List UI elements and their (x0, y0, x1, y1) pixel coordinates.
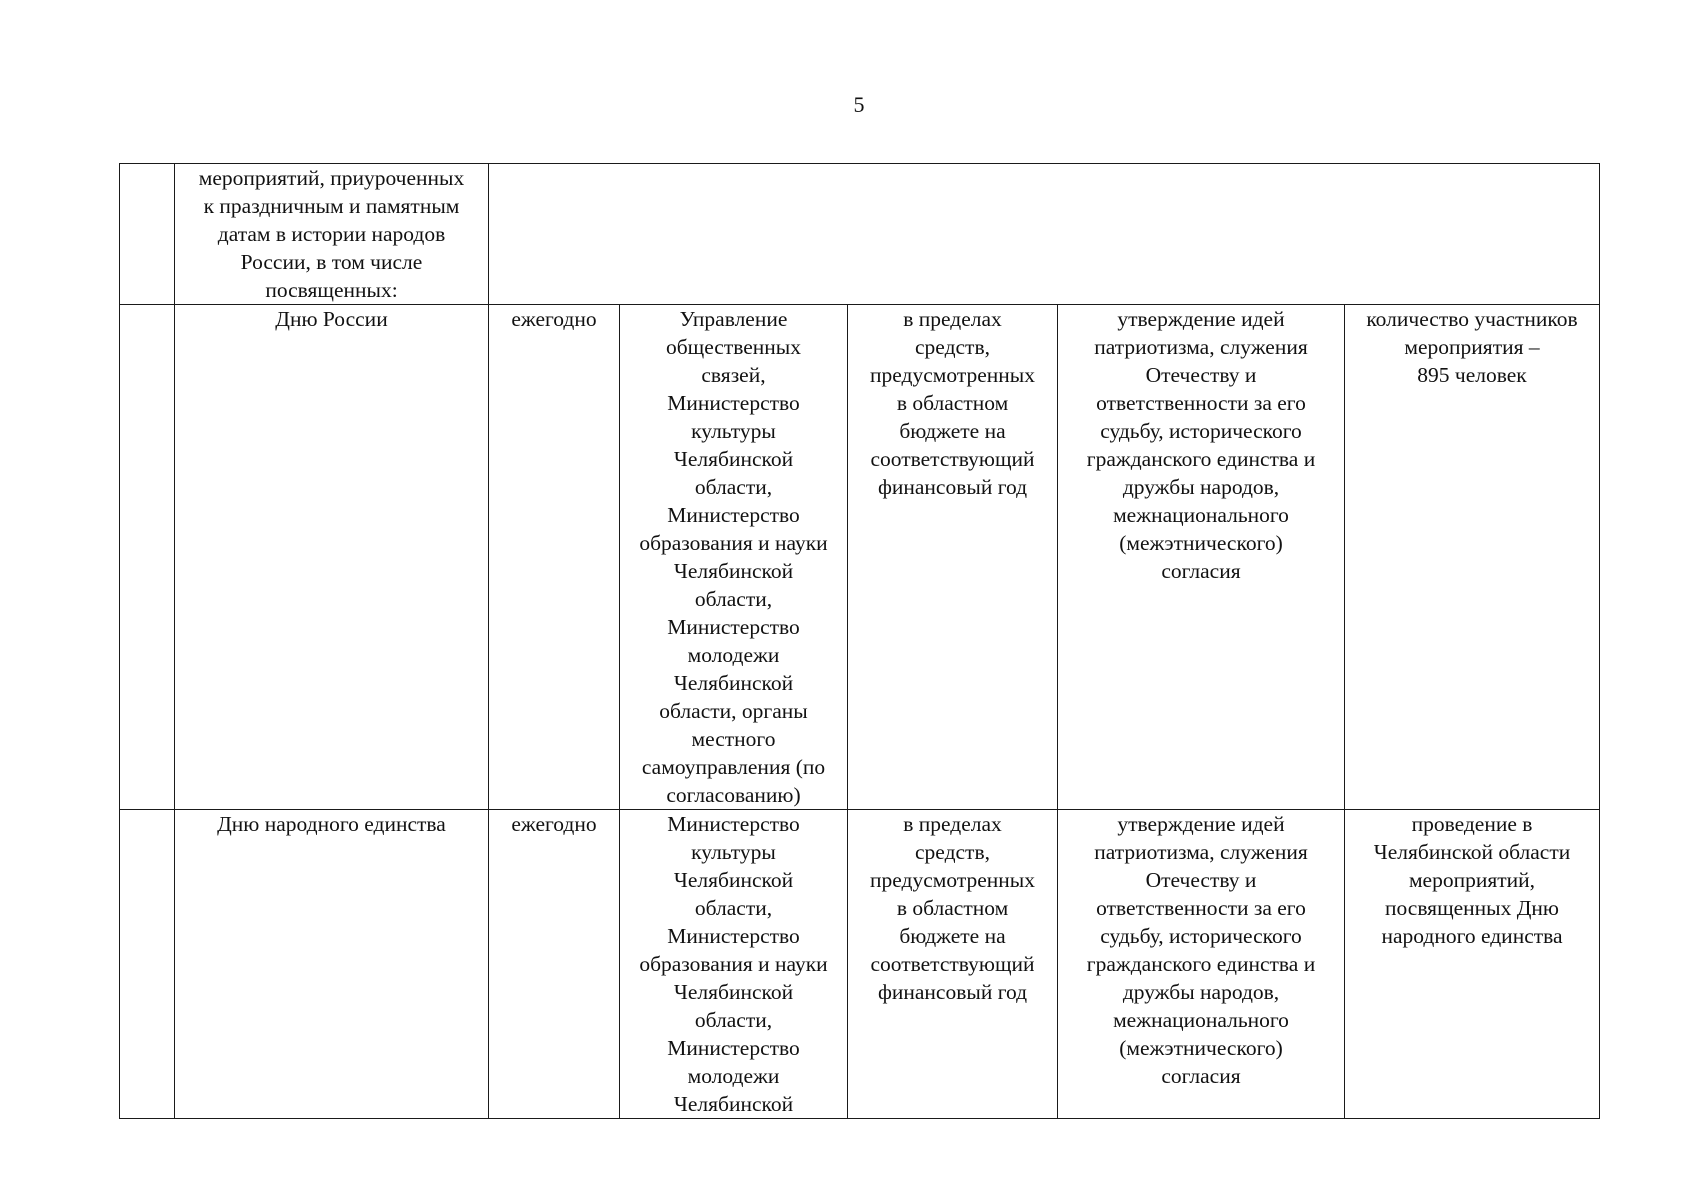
intro-empty-cell (489, 164, 1600, 305)
funding-cell: в пределах средств, предусмотренных в областном бюджете на соответствующий финансовый год (848, 810, 1058, 1119)
period-cell: ежегодно (489, 305, 620, 810)
table-row (120, 164, 1600, 305)
row-number-cell (120, 164, 175, 305)
goal-cell: утверждение идей патриотизма, служения Отечеству и ответственности за его судьбу, исторического гражданского единства и дружбы народов, межнационального (межэтнического) согласия (1058, 305, 1345, 810)
goal-cell: утверждение идей патриотизма, служения Отечеству и ответственности за его судьбу, исторического гражданского единства и дружбы народов, межнационального (межэтнического) согласия (1058, 810, 1345, 1119)
responsible-cell: Управление общественных связей, Министерство культуры Челябинской области, Министерство образования и науки Челябинской области, Министерство молодежи Челябинской области, органы местного самоуправления (по согласованию) (620, 305, 848, 810)
table-row (120, 810, 1600, 1119)
row-number-cell (120, 305, 175, 810)
page-number: 5 (853, 92, 865, 117)
events-table (119, 163, 1600, 1119)
responsible-cell: Министерство культуры Челябинской области, Министерство образования и науки Челябинской области, Министерство молодежи Челябинской (620, 810, 848, 1119)
period-cell: ежегодно (489, 810, 620, 1119)
intro-cell: мероприятий, приуроченных к праздничным и памятным датам в истории народов России, в том числе посвященных: (175, 164, 489, 305)
result-cell: проведение в Челябинской области мероприятий, посвященных Дню народного единства (1345, 810, 1600, 1119)
row-number-cell (120, 810, 175, 1119)
funding-cell: в пределах средств, предусмотренных в областном бюджете на соответствующий финансовый год (848, 305, 1058, 810)
event-cell: Дню народного единства (175, 810, 489, 1119)
event-cell: Дню России (175, 305, 489, 810)
table-row (120, 305, 1600, 810)
result-cell: количество участников мероприятия – 895 человек (1345, 305, 1600, 810)
